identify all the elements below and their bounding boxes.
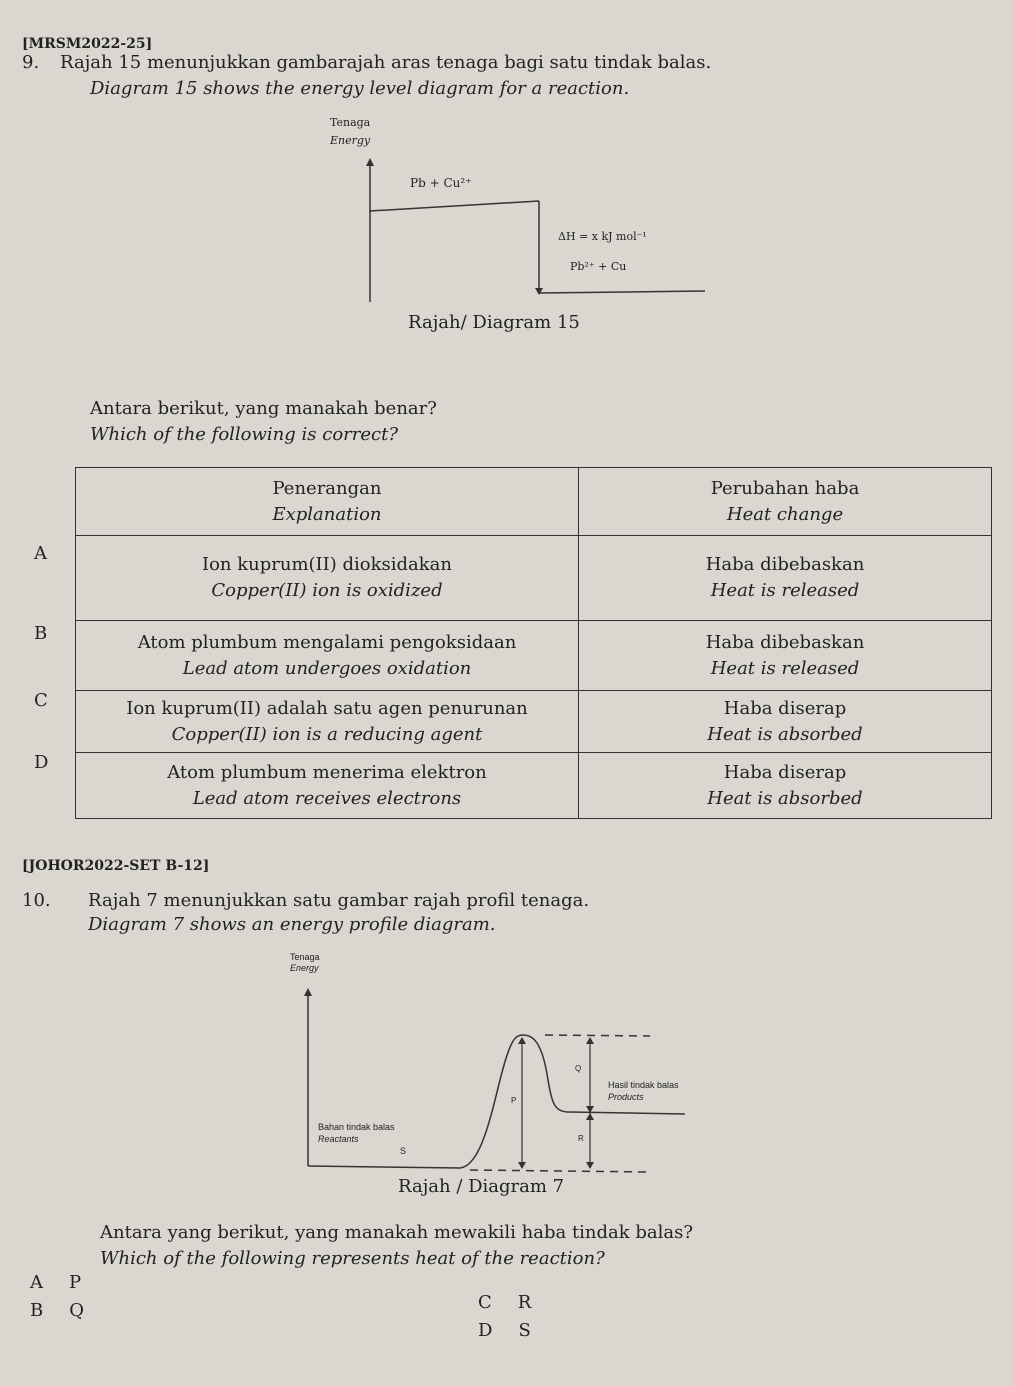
option-a[interactable] <box>30 1272 81 1293</box>
exp-ms: Atom plumbum mengalami pengoksidaan <box>137 631 517 653</box>
option-d[interactable] <box>478 1320 531 1341</box>
diagram-7-caption: Rajah / Diagram 7 <box>398 1176 565 1197</box>
explanation-cell <box>76 621 579 691</box>
y-label-ms: Tenaga <box>290 952 320 962</box>
reactants-label: Pb + Cu²⁺ <box>410 176 472 190</box>
axis-arrowhead <box>304 988 312 996</box>
products-label-ms: Hasil tindak balas <box>608 1080 679 1090</box>
heat-en: Heat is absorbed <box>707 787 863 809</box>
exp-ms: Atom plumbum menerima elektron <box>167 761 487 783</box>
q10-text-en: Diagram 7 shows an energy profile diagram. <box>88 914 496 935</box>
heat-cell <box>579 753 992 819</box>
heat-en: Heat is released <box>710 580 860 601</box>
label-r: R <box>578 1134 584 1143</box>
q9-text-ms: Rajah 15 menunjukkan gambarajah aras tenaga bagi satu tindak balas. <box>60 52 712 73</box>
option-letter: D <box>478 1320 493 1341</box>
q9-prompt-en: Which of the following is correct? <box>90 424 398 445</box>
heat-en: Heat is absorbed <box>707 723 863 745</box>
option-text: S <box>518 1320 531 1341</box>
reactants-label-en: Reactants <box>318 1134 359 1144</box>
answer-table <box>75 467 992 819</box>
energy-profile-lines <box>0 940 1014 1180</box>
peak-dashed-line <box>545 1035 650 1036</box>
y-label-en: Energy <box>290 963 319 973</box>
label-q: Q <box>575 1064 582 1073</box>
heat-cell <box>579 536 992 621</box>
exp-en: Copper(II) ion is oxidized <box>211 580 443 601</box>
option-c[interactable] <box>478 1292 531 1313</box>
heat-ms: Haba dibebaskan <box>705 554 865 575</box>
heat-cell <box>579 621 992 691</box>
q10-prompt-en: Which of the following represents heat of the reaction? <box>100 1248 605 1269</box>
reactants-label-ms: Bahan tindak balas <box>318 1122 395 1132</box>
diagram-15-caption: Rajah/ Diagram 15 <box>408 312 580 333</box>
option-text: P <box>69 1272 82 1293</box>
heat-cell <box>579 691 992 753</box>
option-letter: A <box>30 1272 43 1293</box>
label-p: P <box>511 1096 517 1105</box>
heat-ms: Haba diserap <box>723 761 847 783</box>
table-row-c[interactable] <box>76 691 992 753</box>
exp-en: Lead atom receives electrons <box>192 787 462 809</box>
header-en: Explanation <box>272 503 382 525</box>
option-letter: B <box>30 1300 44 1321</box>
q9-prompt-ms: Antara berikut, yang manakah benar? <box>90 398 437 419</box>
table-header-row <box>76 468 992 536</box>
q10-prompt-ms: Antara yang berikut, yang manakah mewakili haba tindak balas? <box>100 1222 694 1243</box>
exp-ms: Ion kuprum(II) dioksidakan <box>201 554 453 575</box>
q9-number: 9. <box>22 52 40 73</box>
header-ms: Penerangan <box>272 477 382 499</box>
exp-en: Copper(II) ion is a reducing agent <box>171 723 483 745</box>
option-text: Q <box>69 1300 84 1321</box>
option-c-label[interactable]: C <box>34 690 48 711</box>
explanation-cell <box>76 536 579 621</box>
energy-level-lines <box>0 0 1014 330</box>
delta-h-arrowhead <box>535 288 543 295</box>
reactant-level <box>370 201 539 211</box>
exp-en: Lead atom undergoes oxidation <box>182 657 472 679</box>
q9-source-tag: [MRSM2022-25] <box>22 36 153 52</box>
base-dashed-line <box>470 1170 650 1172</box>
option-text: R <box>517 1292 532 1313</box>
axis-arrowhead <box>366 158 374 166</box>
explanation-cell <box>76 753 579 819</box>
y-label-en: Energy <box>330 134 371 147</box>
label-s: S <box>400 1146 407 1156</box>
option-d-label[interactable]: D <box>34 752 49 773</box>
products-label: Pb²⁺ + Cu <box>570 260 627 273</box>
exp-ms: Ion kuprum(II) adalah satu agen penurunan <box>126 697 528 719</box>
q10-source-tag: [JOHOR2022-SET B-12] <box>22 858 210 874</box>
header-explanation <box>76 468 579 536</box>
product-level <box>539 291 705 293</box>
heat-ms: Haba diserap <box>723 697 847 719</box>
q10-number: 10. <box>22 890 51 911</box>
products-label-en: Products <box>608 1092 644 1102</box>
header-en: Heat change <box>726 503 844 525</box>
y-label-ms: Tenaga <box>330 116 371 129</box>
table-row-d[interactable] <box>76 753 992 819</box>
option-a-label[interactable]: A <box>34 543 47 564</box>
heat-ms: Haba dibebaskan <box>705 631 865 653</box>
header-heat-change <box>579 468 992 536</box>
heat-en: Heat is released <box>710 657 860 679</box>
option-b[interactable] <box>30 1300 84 1321</box>
q10-text-ms: Rajah 7 menunjukkan satu gambar rajah profil tenaga. <box>88 890 590 911</box>
q9-text-en: Diagram 15 shows the energy level diagram for a reaction. <box>90 78 630 99</box>
delta-h-label: ΔH = x kJ mol⁻¹ <box>558 230 647 243</box>
option-letter: C <box>478 1292 492 1313</box>
explanation-cell <box>76 691 579 753</box>
header-ms: Perubahan haba <box>710 477 860 499</box>
table-row-b[interactable] <box>76 621 992 691</box>
table-row-a[interactable] <box>76 536 992 621</box>
option-b-label[interactable]: B <box>34 623 48 644</box>
